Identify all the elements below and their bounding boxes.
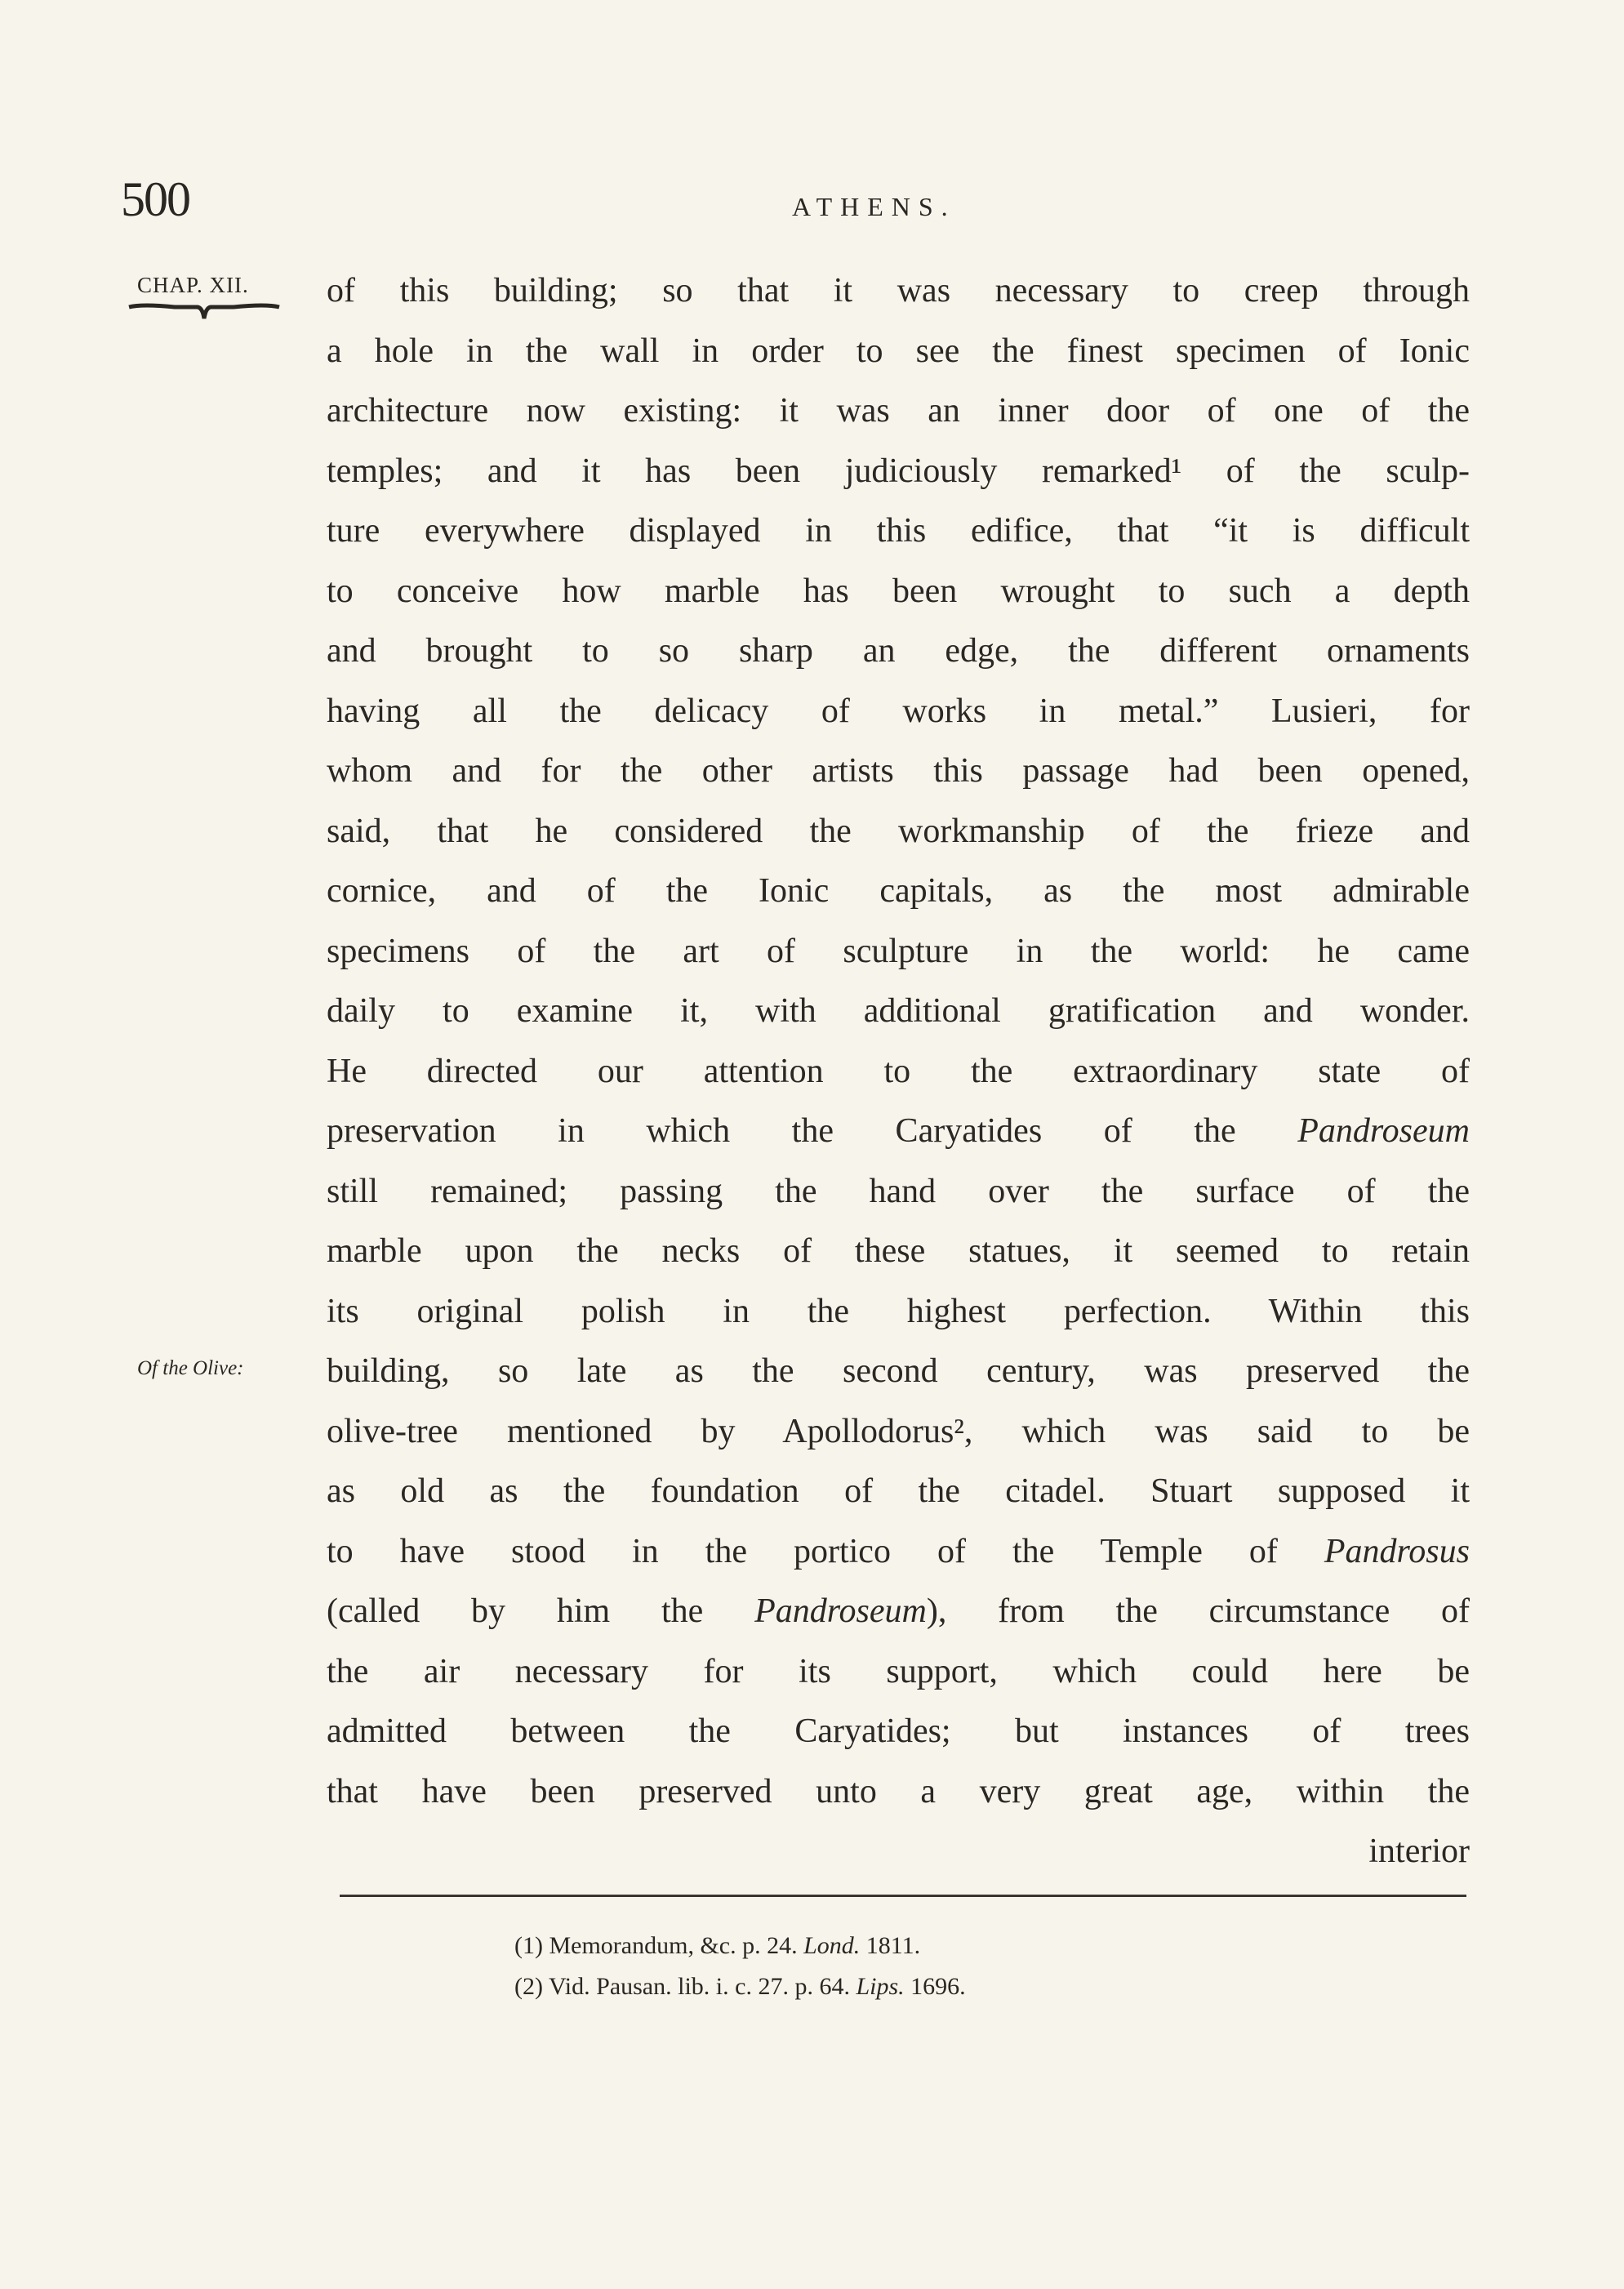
text-line: specimens of the art of sculpture in the world: he came — [327, 932, 1470, 970]
text-line: He directed our attention to the extraordinary state of — [327, 1052, 1470, 1090]
text-line — [327, 1102, 1470, 1162]
footnote-text: (2) Vid. Pausan. lib. i. c. 27. p. 64. — [514, 1973, 856, 2000]
footnote-rule — [340, 1895, 1466, 1897]
text-line: and brought to so sharp an edge, the different ornaments — [327, 632, 1470, 670]
running-head: ATHENS. — [792, 192, 956, 221]
text-line: admitted between the Caryatides; but instances of trees — [327, 1712, 1470, 1750]
footnote-italic: Lond. — [803, 1932, 861, 1959]
text-line: a hole in the wall in order to see the finest specimen of Ionic — [327, 332, 1470, 370]
text-line — [327, 1582, 1470, 1642]
page-number: 500 — [121, 172, 189, 226]
text-line: said, that he considered the workmanship of the frieze and — [327, 812, 1470, 850]
brace-ornament-icon — [126, 301, 283, 328]
text-line: olive-tree mentioned by Apollodorus², which was said to be — [327, 1412, 1470, 1450]
text-line: having all the delicacy of works in metal.” Lusieri, for — [327, 692, 1470, 730]
chapter-marginal-label: CHAP. XII. — [137, 273, 249, 297]
text-line: that have been preserved unto a very great age, within the — [327, 1772, 1470, 1810]
text-line: the air necessary for its support, which could here be — [327, 1652, 1470, 1690]
text-line: building, so late as the second century, was preserved the — [327, 1352, 1470, 1390]
text-segment: to have stood in the portico of the Temple of — [327, 1532, 1324, 1570]
text-segment: (called by him the — [327, 1592, 755, 1630]
footnote-text: 1811. — [860, 1932, 921, 1959]
italic-term: Pandroseum — [1297, 1112, 1470, 1150]
text-line: to conceive how marble has been wrought to such a depth — [327, 572, 1470, 610]
text-line — [327, 1522, 1470, 1583]
footnote-text: (1) Memorandum, &c. p. 24. — [514, 1932, 804, 1959]
text-segment: preservation in which the Caryatides of the — [327, 1112, 1298, 1150]
text-line: marble upon the necks of these statues, it seemed to retain — [327, 1232, 1470, 1270]
italic-term: Pandroseum — [754, 1592, 927, 1630]
footnote-2 — [514, 1966, 966, 2007]
text-line: temples; and it has been judiciously remarked¹ of the sculp- — [327, 452, 1470, 490]
text-line: cornice, and of the Ionic capitals, as the most admirable — [327, 872, 1470, 910]
text-line: architecture now existing: it was an inner door of one of the — [327, 392, 1470, 430]
text-line: as old as the foundation of the citadel. Stuart supposed it — [327, 1472, 1470, 1510]
footnote-1 — [514, 1926, 966, 1966]
text-line: whom and for the other artists this passage had been opened, — [327, 752, 1470, 790]
footnotes — [514, 1926, 966, 2007]
text-line: still remained; passing the hand over the surface of the — [327, 1172, 1470, 1210]
footnote-italic: Lips. — [856, 1973, 905, 2000]
marginal-note-olive: Of the Olive: — [137, 1357, 244, 1379]
text-line: ture everywhere displayed in this edifice, that “it is difficult — [327, 512, 1470, 550]
text-line: its original polish in the highest perfection. Within this — [327, 1292, 1470, 1330]
footnote-text: 1696. — [904, 1973, 966, 2000]
body-text — [327, 261, 1470, 1882]
text-segment: ), from the circumstance of — [926, 1592, 1470, 1630]
text-line: of this building; so that it was necessary to creep through — [327, 272, 1470, 310]
text-line: daily to examine it, with additional gratification and wonder. — [327, 992, 1470, 1030]
catchword: interior — [1368, 1833, 1470, 1870]
italic-term: Pandrosus — [1324, 1532, 1470, 1570]
